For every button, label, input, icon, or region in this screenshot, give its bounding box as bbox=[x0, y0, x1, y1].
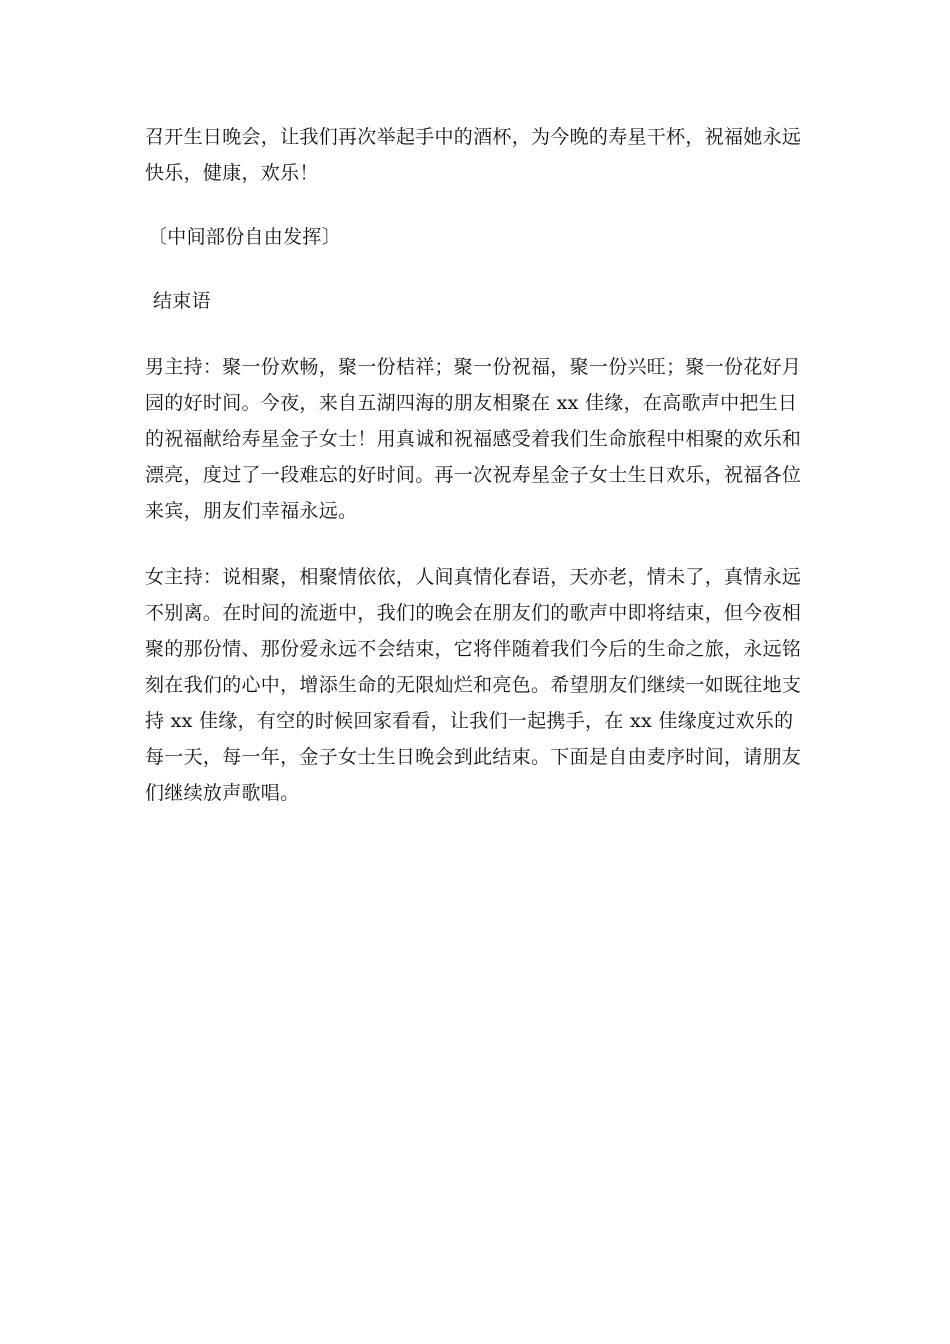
male-host-paragraph: 男主持：聚一份欢畅，聚一份桔祥；聚一份祝福，聚一份兴旺；聚一份花好月园的好时间。今夜，来自五湖四海的朋友相聚在 xx 佳缘，在高歌声中把生日的祝福献给寿星金子女士！用真诚和祝福感受着我们生命旅程中相聚的欢乐和漂亮，度过了一段难忘的好时间。再一次祝寿星金子女士生日欢乐，祝福各位来宾，朋友们幸福永远。 bbox=[145, 356, 802, 522]
closing-heading: 结束语 bbox=[153, 290, 211, 312]
intro-paragraph: 召开生日晚会，让我们再次举起手中的酒杯，为今晚的寿星干杯，祝福她永远快乐，健康，欢乐！ bbox=[145, 126, 802, 184]
female-host-paragraph: 女主持：说相聚，相聚情依依，人间真情化春语，天亦老，情未了，真情永远不别离。在时间的流逝中，我们的晚会在朋友们的歌声中即将结束，但今夜相聚的那份情、那份爱永远不会结束，它将伴随着我们今后的生命之旅，永远铭刻在我们的心中，增添生命的无限灿烂和亮色。希望朋友们继续一如既往地支持 xx 佳缘，有空的时候回家看看，让我们一起携手，在 xx 佳缘度过欢乐的每一天，每一年，金子女士生日晚会到此结束。下面是自由麦序时间，请朋友们继续放声歌唱。 bbox=[145, 566, 802, 804]
note-paragraph: 〔中间部份自由发挥〕 bbox=[148, 226, 342, 248]
document-body bbox=[145, 119, 807, 811]
